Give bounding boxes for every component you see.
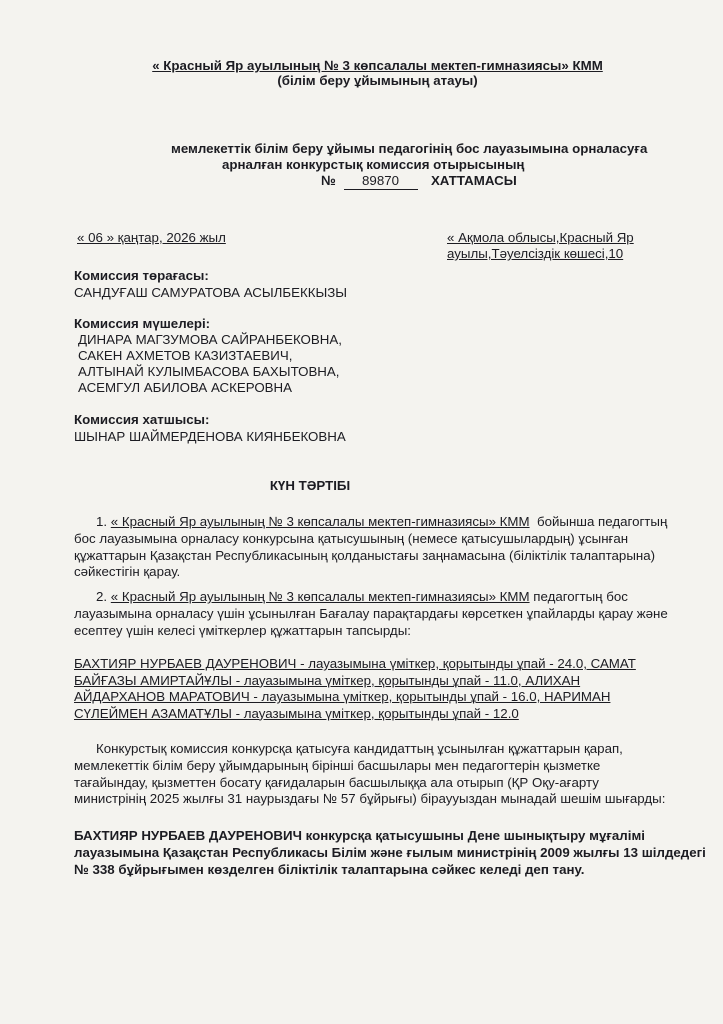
member-item: АЛТЫНАЙ КУЛЫМБАСОВА БАХЫТОВНА, (78, 364, 340, 379)
members-label: Комиссия мүшелері: (74, 316, 211, 331)
consideration-paragraph: Конкурстық комиссия конкурсқа қатысуға кандидаттың ұсынылған құжаттарын қарап, мемлекеттік білім беру ұйымдарының бірінші басшылары мен педагогтерін қызметке тағайындау, қызметтен босату қағидаларын басшылыққа ала отырып (ҚР Оқу-ағарту министрінің 2025 жылғы 31 наурыздағы № 57 бұйрығы) біраууыздан мынадай шешім шығарды: (74, 741, 666, 807)
agenda-item-2-text: педагогтың бос лауазымына орналасу үшін ұсынылған Бағалау парақтардағы көрсеткен ұпайларды қарау және есептеу үшін келесі үміткерлер құжаттарын тапсырды: (74, 589, 668, 638)
member-item: САКЕН АХМЕТОВ КАЗИЗТАЕВИЧ, (78, 348, 293, 363)
chair-name: САНДУҒАШ САМУРАТОВА АСЫЛБЕККЫЗЫ (74, 285, 348, 300)
number-label: № (321, 173, 336, 188)
protocol-line-2: арналған конкурстық комиссия отырысының (222, 157, 525, 172)
agenda-item-1 (74, 514, 686, 581)
agenda-item-2 (74, 589, 686, 639)
secretary-name: ШЫНАР ШАЙМЕРДЕНОВА КИЯНБЕКОВНА (74, 429, 346, 444)
protocol-date: « 06 » қаңтар, 2026 жыл (77, 230, 226, 245)
org-caption: (білім беру ұйымының атауы) (277, 73, 478, 88)
member-item: ДИНАРА МАГЗУМОВА САЙРАНБЕКОВНА, (78, 332, 342, 347)
protocol-line-1: мемлекеттік білім беру ұйымы педагогінің бос лауазымына орналасуға (171, 141, 648, 156)
secretary-label: Комиссия хатшысы: (74, 412, 210, 427)
member-item: АСЕМГУЛ АБИЛОВА АСКЕРОВНА (78, 380, 293, 395)
protocol-number: 89870 (344, 173, 418, 190)
org-name: « Красный Яр ауылының № 3 көпсалалы мектеп-гимназиясы» КММ (152, 58, 603, 73)
agenda-item-2-org: « Красный Яр ауылының № 3 көпсалалы мектеп-гимназиясы» КММ (110, 589, 530, 604)
agenda-title: КҮН ТӘРТІБІ (269, 478, 351, 493)
protocol-number-row (321, 173, 517, 190)
chair-label: Комиссия төрағасы: (74, 268, 209, 283)
place-line-1: « Ақмола облысы,Красный Яр (447, 230, 634, 245)
decision-paragraph: БАХТИЯР НУРБАЕВ ДАУРЕНОВИЧ конкурсқа қатысушыны Дене шынықтыру мұғалімі лауазымына Қазақстан Республикасы Білім және ғылым министрінің 2009 жылғы 13 шілдедегі № 338 бұйрығымен көзделген біліктілік талаптарына сәйкес келеді деп тану. (74, 828, 706, 877)
agenda-item-1-org: « Красный Яр ауылының № 3 көпсалалы мектеп-гимназиясы» КММ (110, 514, 530, 529)
candidates-list: БАХТИЯР НУРБАЕВ ДАУРЕНОВИЧ - лауазымына үміткер, қорытынды ұпай - 24.0, САМАТ БАЙҒАЗЫ АМИРТАЙҰЛЫ - лауазымына үміткер, қорытынды ұпай - 11.0, АЛИХАН АЙДАРХАНОВ МАРАТОВИЧ - лауазымына үміткер, қорытынды ұпай - 16.0, НАРИМАН СҮЛЕЙМЕН АЗАМАТҰЛЫ - лауазымына үміткер, қорытынды ұпай - 12.0 (74, 656, 636, 721)
protocol-title: ХАТТАМАСЫ (430, 173, 517, 188)
agenda-item-1-text: бойынша педагогтың бос лауазымына орналасу конкурсына қатысушының (немесе қатысушылардың) ұсынған құжаттарын Қазақстан Республикасының қолданыстағы заңнамасына (біліктілік талаптарына) сәйкестігін қарау. (74, 514, 668, 580)
agenda-item-1-number: 1. (96, 514, 108, 529)
agenda-item-2-number: 2. (96, 589, 108, 604)
place-line-2: ауылы,Тәуелсіздік көшесі,10 (447, 246, 624, 261)
